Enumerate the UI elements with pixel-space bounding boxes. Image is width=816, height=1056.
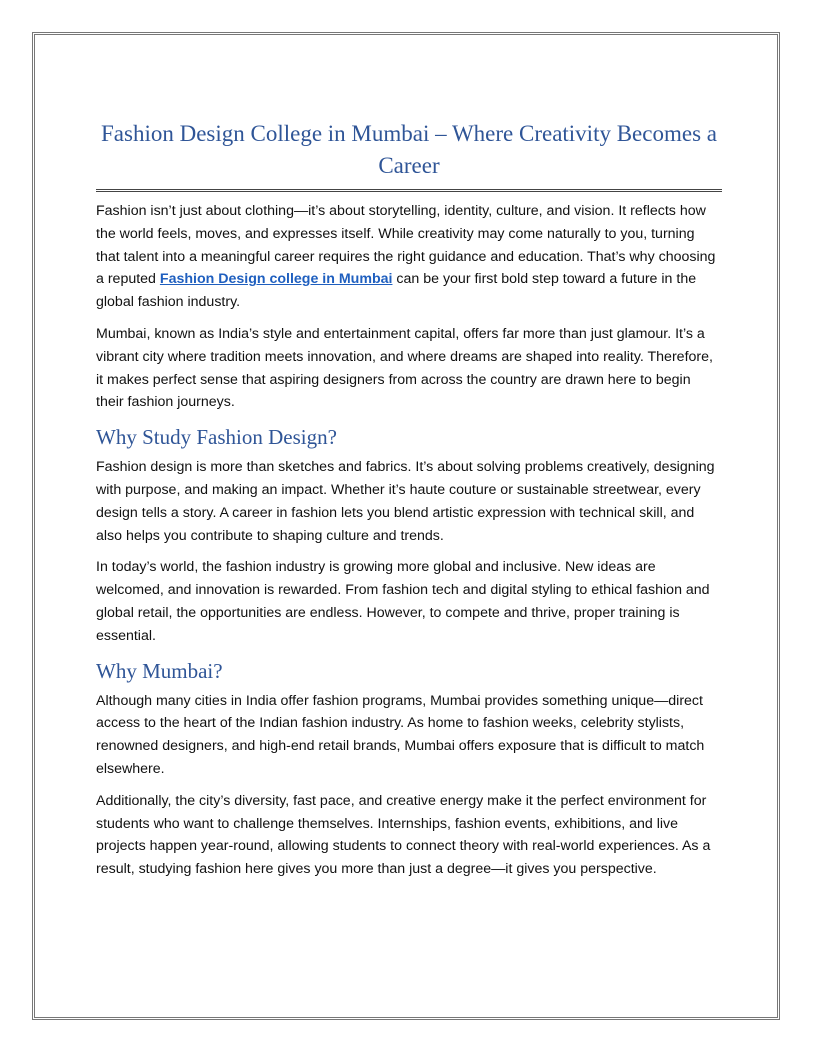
intro-text-after-link: can be your first bold step toward a future in the global fashion industry.: [96, 271, 697, 311]
intro-text-before-link: Fashion isn’t just about clothing—it’s about storytelling, identity, culture, and vision. It reflects how the world feels, moves, and expresses itself. While creativity may come naturally to you, turning that talent into a meaningful career requires the right guidance and education. That’s why choosing a reputed: [96, 203, 716, 288]
section-heading-why-study: Why Study Fashion Design?: [96, 425, 337, 450]
section-heading-why-mumbai: Why Mumbai?: [96, 658, 223, 683]
document-title: Fashion Design College in Mumbai – Where Creativity Becomes a Career: [96, 118, 722, 192]
why-study-paragraph-2: In today’s world, the fashion industry is growing more global and inclusive. New ideas are welcomed, and innovation is rewarded. From fashion tech and digital styling to ethical fashion and global retail, the opportunities are endless. However, to compete and thrive, proper training is essential.: [96, 559, 710, 644]
document-body: [96, 118, 722, 881]
why-mumbai-paragraph-2: Additionally, the city’s diversity, fast pace, and creative energy make it the perfect environment for students who want to challenge themselves. Internships, fashion events, exhibitions, and live projects happen year-round, allowing students to connect theory with real-world experiences. As a result, studying fashion here gives you more than just a degree—it gives you perspective.: [96, 792, 711, 878]
why-study-paragraph-1: Fashion design is more than sketches and fabrics. It’s about solving problems creatively, designing with purpose, and making an impact. Whether it’s haute couture or sustainable streetwear, every design tells a story. A career in fashion lets you blend artistic expression with technical skill, and also helps you contribute to shaping culture and trends.: [96, 459, 715, 544]
why-mumbai-paragraph-1: Although many cities in India offer fashion programs, Mumbai provides something unique—direct access to the heart of the Indian fashion industry. As home to fashion weeks, celebrity stylists, renowned designers, and high-end retail brands, Mumbai offers exposure that is difficult to match elsewhere.: [96, 692, 705, 777]
fashion-college-link[interactable]: Fashion Design college in Mumbai: [159, 271, 393, 288]
intro-paragraph-2: Mumbai, known as India’s style and entertainment capital, offers far more than just glamour. It’s a vibrant city where tradition meets innovation, and where dreams are shaped into reality. Therefore, it makes perfect sense that aspiring designers from across the country are drawn here to begin their fashion journeys.: [96, 325, 713, 411]
intro-paragraph-1: [96, 200, 722, 314]
